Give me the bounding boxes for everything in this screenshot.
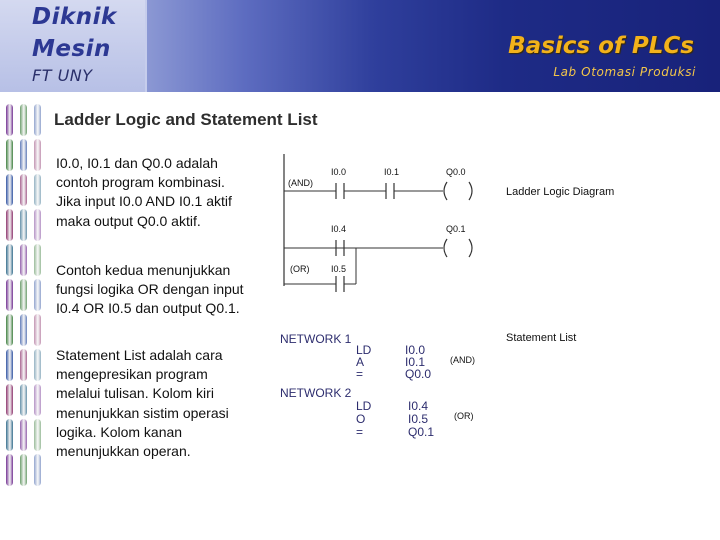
bead-decoration [34, 384, 41, 416]
bead-decoration [6, 314, 13, 346]
bead-decoration [6, 209, 13, 241]
bead-decoration [6, 454, 13, 486]
decorative-beads [0, 104, 48, 484]
network-2-title: NETWORK 2 [280, 386, 352, 400]
ladder-diagram [270, 148, 650, 448]
bead-decoration [6, 349, 13, 381]
bead-decoration [20, 139, 27, 171]
operand-i0-4: I0.4 [408, 399, 429, 413]
bead-decoration [34, 174, 41, 206]
instruction-ld-2: LD [356, 399, 372, 413]
network-1-tag: (AND) [450, 355, 475, 365]
bead-decoration [34, 279, 41, 311]
course-subtitle: Lab Otomasi Produksi [553, 65, 696, 79]
bead-decoration [20, 279, 27, 311]
ladder-caption: Ladder Logic Diagram [506, 186, 615, 198]
operand-q0-0: Q0.0 [405, 367, 432, 381]
bead-decoration [6, 244, 13, 276]
network-1-title: NETWORK 1 [280, 332, 352, 346]
bead-decoration [34, 314, 41, 346]
operand-i0-0: I0.0 [405, 343, 426, 357]
instruction-a: A [356, 355, 365, 369]
paragraph-or-example: Contoh kedua menunjukkan fungsi logika OR dengan input I0.4 OR I0.5 dan output Q0.1. [56, 262, 244, 317]
operand-q0-1: Q0.1 [408, 425, 435, 439]
network-2-tag: (OR) [454, 411, 474, 421]
bead-decoration [20, 314, 27, 346]
paragraph-statement-list: Statement List adalah cara mengepresikan program melalui tulisan. Kolom kiri menunjukkan sistim operasi logika. Kolom kanan menunjukkan operan. [56, 347, 229, 460]
bead-decoration [6, 139, 13, 171]
course-title: Basics of PLCs [508, 33, 694, 59]
bead-decoration [34, 139, 41, 171]
bead-decoration [20, 244, 27, 276]
instruction-ld-1: LD [356, 343, 372, 357]
tag-and: (AND) [288, 178, 313, 188]
bead-decoration [20, 384, 27, 416]
bead-decoration [20, 349, 27, 381]
rung-2 [284, 248, 356, 292]
bead-decoration [6, 104, 13, 136]
instruction-assign-1: = [356, 367, 364, 381]
rung-1 [284, 167, 472, 200]
header-banner [0, 0, 720, 92]
coil-q0-1 [444, 239, 447, 257]
network-2 [280, 386, 474, 439]
brand-line-3: FT UNY [32, 66, 93, 85]
label-i0-4: I0.4 [331, 224, 347, 234]
label-q0-0: Q0.0 [446, 167, 466, 177]
bead-decoration [34, 209, 41, 241]
bead-decoration [20, 454, 27, 486]
label-i0-0: I0.0 [331, 167, 347, 177]
label-q0-1: Q0.1 [446, 224, 466, 234]
bead-decoration [20, 419, 27, 451]
network-1 [280, 332, 475, 381]
bead-decoration [34, 419, 41, 451]
bead-decoration [6, 419, 13, 451]
brand-line-2: Mesin [32, 36, 111, 62]
banner-divider [145, 0, 147, 92]
tag-or: (OR) [290, 264, 310, 274]
paragraph-and-example: I0.0, I0.1 dan Q0.0 adalah contoh program kombinasi. Jika input I0.0 AND I0.1 aktif maka output Q0.0 aktif. [56, 155, 232, 229]
bead-decoration [34, 104, 41, 136]
rung-1-branch [284, 224, 472, 257]
label-i0-5: I0.5 [331, 264, 347, 274]
instruction-assign-2: = [356, 425, 364, 439]
operand-i0-1: I0.1 [405, 355, 426, 369]
brand-line-1: Diknik [32, 4, 117, 30]
bead-decoration [34, 244, 41, 276]
bead-decoration [6, 384, 13, 416]
statement-list-caption: Statement List [506, 332, 577, 344]
bead-decoration [6, 279, 13, 311]
bead-decoration [20, 209, 27, 241]
coil-q0-0 [444, 182, 447, 200]
bead-decoration [34, 454, 41, 486]
bead-decoration [6, 174, 13, 206]
operand-i0-5: I0.5 [408, 412, 429, 426]
instruction-o: O [356, 412, 366, 426]
slide-title: Ladder Logic and Statement List [54, 110, 318, 129]
label-i0-1: I0.1 [384, 167, 400, 177]
bead-decoration [34, 349, 41, 381]
bead-decoration [20, 174, 27, 206]
bead-decoration [20, 104, 27, 136]
